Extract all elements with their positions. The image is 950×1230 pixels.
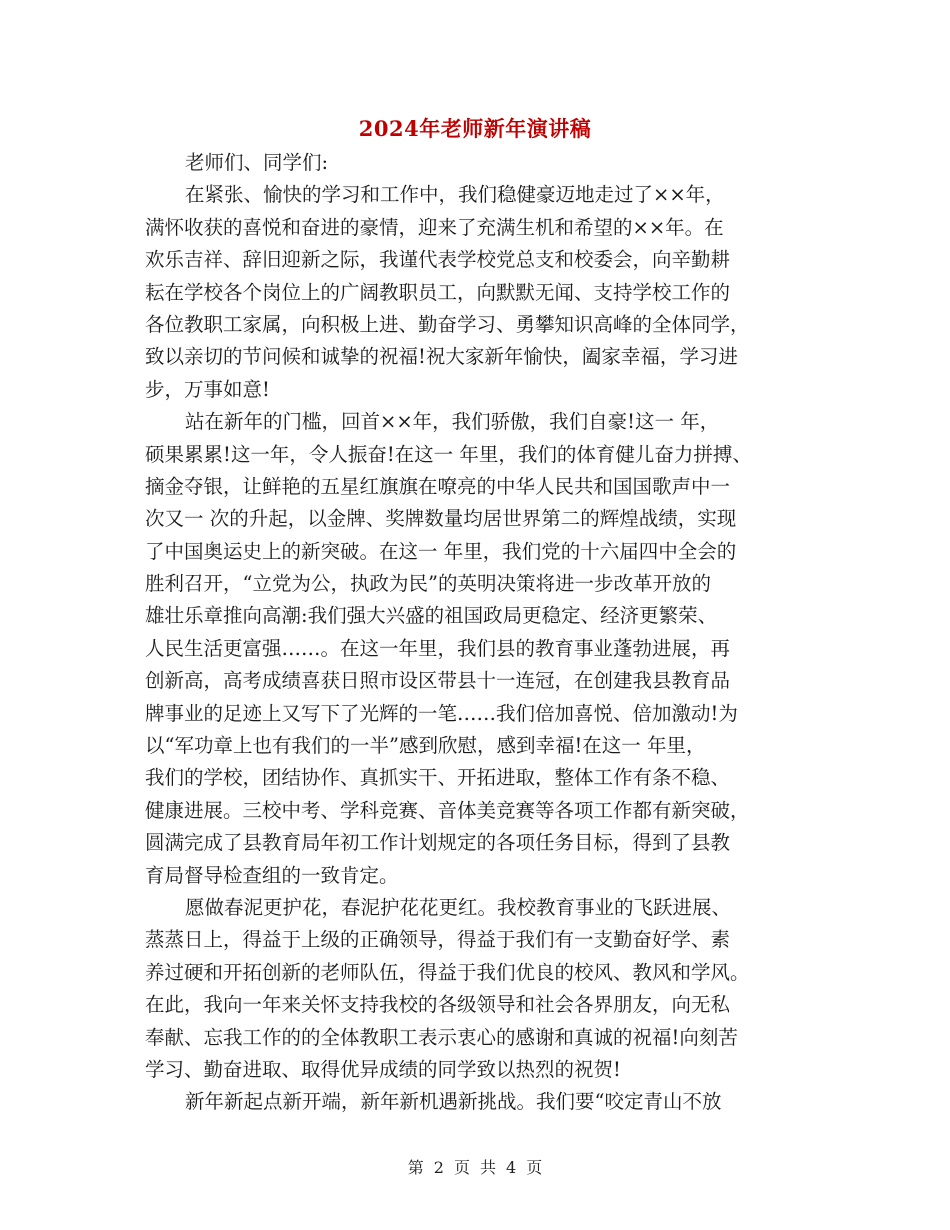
paragraph-line: 欢乐吉祥、辞旧迎新之际，我谨代表学校党总支和校委会，向辛勤耕 <box>145 248 731 272</box>
paragraph-line: 圆满完成了县教育局年初工作计划规定的各项任务目标，得到了县教 <box>145 831 731 855</box>
paragraph-line: 胜利召开，“立党为公，执政为民”的英明决策将进一步改革开放的 <box>145 572 711 596</box>
paragraph-line: 新年新起点新开端，新年新机遇新挑战。我们要“咬定青山不放 <box>185 1090 722 1114</box>
paragraph-line: 耘在学校各个岗位上的广阔教职员工，向默默无闻、支持学校工作的 <box>145 280 731 304</box>
paragraph-line: 次又一 次的升起，以金牌、奖牌数量均居世界第二的辉煌战绩，实现 <box>145 507 737 531</box>
paragraph-line: 站在新年的门槛，回首××年，我们骄傲，我们自豪!这一 年， <box>185 410 720 434</box>
paragraph-line: 育局督导检查组的一致肯定。 <box>145 863 399 887</box>
paragraph-line: 牌事业的足迹上又写下了光辉的一笔……我们倍加喜悦、倍加激动!为 <box>145 701 738 725</box>
footer-suffix: 页 <box>526 1158 543 1177</box>
paragraph-line: 致以亲切的节问候和诚挚的祝福!祝大家新年愉快，阖家幸福，学习进 <box>145 345 738 369</box>
paragraph-line: 愿做春泥更护花，春泥护花花更红。我校教育事业的飞跃进展、 <box>185 895 732 919</box>
paragraph-line: 硕果累累!这一年，令人振奋!在这一 年里，我们的体育健儿奋力拼搏、 <box>145 442 752 466</box>
footer-total-word: 共 <box>480 1158 497 1177</box>
paragraph-line: 以“军功章上也有我们的一半”感到欣慰，感到幸福!在这一 年里， <box>145 734 706 758</box>
paragraph-line: 奉献、忘我工作的的全体教职工表示衷心的感谢和真诚的祝福!向刻苦 <box>145 1025 738 1049</box>
paragraph-line: 蒸蒸日上，得益于上级的正确领导，得益于我们有一支勤奋好学、素 <box>145 928 731 952</box>
paragraph-line: 满怀收获的喜悦和奋进的豪情，迎来了充满生机和希望的××年。在 <box>145 215 724 239</box>
paragraph-line: 各位教职工家属，向积极上进、勤奋学习、勇攀知识高峰的全体同学， <box>145 312 750 336</box>
paragraph-line: 了中国奥运史上的新突破。在这一 年里，我们党的十六届四中全会的 <box>145 539 737 563</box>
paragraph-line: 健康进展。三校中考、学科竞赛、音体美竞赛等各项工作都有新突破， <box>145 798 750 822</box>
paragraph-line: 雄壮乐章推向高潮:我们强大兴盛的祖国政局更稳定、经济更繁荣、 <box>145 604 718 628</box>
paragraph-line: 养过硬和开拓创新的老师队伍，得益于我们优良的校风、教风和学风。 <box>145 960 750 984</box>
paragraph-line: 我们的学校，团结协作、真抓实干、开拓进取，整体工作有条不稳、 <box>145 766 731 790</box>
paragraph-line: 在此，我向一年来关怀支持我校的各级领导和社会各界朋友，向无私 <box>145 993 731 1017</box>
paragraph-line: 在紧张、愉快的学习和工作中，我们稳健豪迈地走过了××年， <box>185 183 725 207</box>
paragraph-line: 学习、勤奋进取、取得优异成绩的同学致以热烈的祝贺! <box>145 1057 621 1081</box>
document-title: 2024年老师新年演讲稿 <box>358 116 592 141</box>
paragraph-line: 步，万事如意! <box>145 377 270 401</box>
paragraph-line: 摘金夺银，让鲜艳的五星红旗旗在嘹亮的中华人民共和国国歌声中一 <box>145 474 731 498</box>
document-body <box>145 147 810 1119</box>
footer-page-word: 页 <box>453 1158 470 1177</box>
paragraph-line: 人民生活更富强……。在这一年里，我们县的教育事业蓬勃进展，再 <box>145 636 731 660</box>
greeting-line: 老师们、同学们: <box>185 151 329 174</box>
paragraph-line: 创新高，高考成绩喜获日照市设区带县十一连冠，在创建我县教育品 <box>145 669 731 693</box>
footer-prefix: 第 <box>407 1158 424 1177</box>
page-footer <box>0 1155 950 1178</box>
footer-total-pages: 4 <box>506 1158 517 1177</box>
footer-page-number: 2 <box>433 1158 444 1177</box>
